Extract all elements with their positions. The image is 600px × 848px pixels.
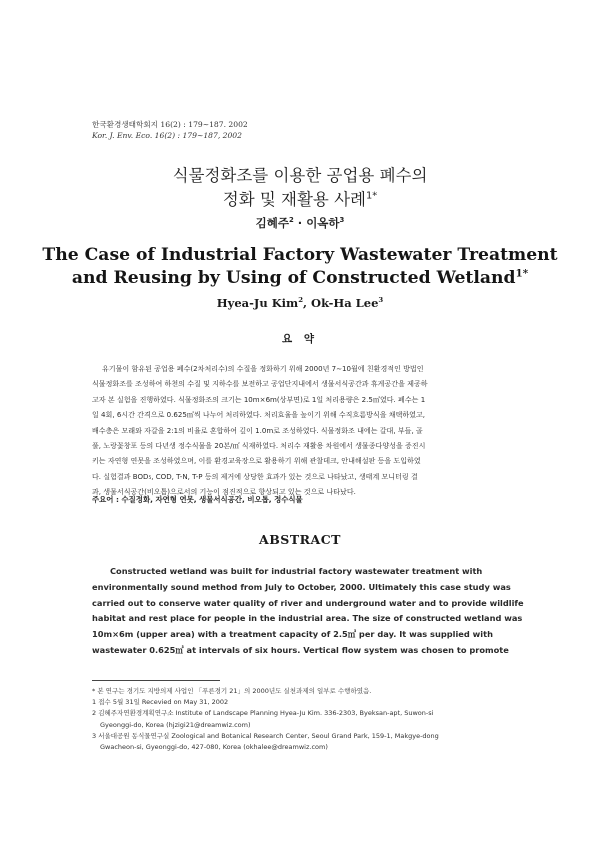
author2-korean: 이옥하 bbox=[306, 216, 340, 230]
abstract-english-line: Constructed wetland was built for industrial factory wastewater treatment with bbox=[110, 566, 483, 576]
citation-english: Kor. J. Env. Eco. 16(2) : 179∼187, 2002 bbox=[92, 131, 242, 140]
footnote-received bbox=[92, 697, 522, 708]
abstract-english-body bbox=[92, 564, 524, 659]
footnote-line: 2 김혜주자연환경계획연구소 Institute of Landscape Planning Hyea-Ju Kim. 336-2303, Byeksan-apt, Suwon-si bbox=[92, 709, 434, 718]
authors-english bbox=[0, 296, 600, 310]
footnotes bbox=[92, 686, 522, 753]
abstract-english-line: wastewater 0.625㎥ at intervals of six hours. Vertical flow system was chosen to promote bbox=[92, 644, 509, 655]
abstract-korean-body bbox=[92, 361, 512, 500]
abstract-korean-line: 고자 본 실험을 진행하였다. 식물정화조의 크기는 10m×6m(상부면)로 1일 처리용량은 2.5㎥였다. 폐수는 1 bbox=[92, 394, 426, 404]
keywords: 주요어 : 수질정화, 자연형 연못, 생물서식공간, 비오톱, 정수식물 bbox=[92, 495, 303, 504]
author1-english: Hyea-Ju Kim bbox=[216, 296, 299, 310]
abstract-english-line: environmentally sound method from July to October, 2000. Ultimately this case study was bbox=[92, 581, 511, 592]
abstract-korean-heading: 요 약 bbox=[282, 333, 318, 345]
title-korean-footnote-mark: 1* bbox=[366, 190, 378, 202]
title-english-footnote-mark: 1* bbox=[515, 267, 529, 280]
title-korean-line2 bbox=[0, 186, 600, 210]
author2-english: Ok-Ha Lee bbox=[311, 296, 379, 310]
author2-korean-mark: 3 bbox=[339, 216, 345, 225]
footnote-funding bbox=[92, 686, 522, 697]
abstract-korean-line: 식물정화조를 조성하여 하천의 수질 및 지하수를 보전하고 공업단지내에서 생물서식공간과 휴게공간을 제공하 bbox=[92, 379, 428, 389]
citation-korean: 한국환경생태학회지 16(2) : 179∼187. 2002 bbox=[92, 120, 248, 129]
author-separator-english: , bbox=[303, 296, 312, 310]
footnote-line: * 본 연구는 경기도 지방의제 사업인 「푸른경기 21」의 2000년도 실천과제의 일부로 수행하였음. bbox=[92, 687, 372, 695]
abstract-english-line: carried out to conserve water quality of river and underground water and to provide wildlife bbox=[92, 597, 524, 608]
title-english-line2 bbox=[0, 268, 600, 288]
authors-korean bbox=[0, 215, 600, 231]
title-english-line1: The Case of Industrial Factory Wastewater Treatment bbox=[42, 245, 558, 265]
footnote-line: Gyeonggi-do, Korea (hjzigi21@dreamwiz.com) bbox=[100, 720, 251, 729]
footnote-line: Gwacheon-si, Gyeonggi-do, 427-080, Korea (okhalee@dreamwiz.com) bbox=[100, 743, 328, 752]
journal-citation bbox=[92, 119, 248, 141]
abstract-korean-line: 배수층은 모래와 자갈을 2:1의 비율로 혼합하여 깊이 1.0m로 조성하였다. 식물정화조 내에는 갈대, 부들, 골 bbox=[92, 425, 423, 435]
title-korean-line1: 식물정화조를 이용한 공업용 폐수의 bbox=[172, 166, 428, 185]
abstract-english-line: habitat and rest place for people in the industrial area. The size of constructed wetland was bbox=[92, 613, 523, 624]
abstract-korean-line: 과, 생물서식공간(비오톱)으로서의 기능이 점진적으로 향상되고 있는 것으로 나타났다. bbox=[92, 487, 356, 497]
author-separator-korean: · bbox=[293, 216, 307, 230]
footnote-divider bbox=[92, 680, 220, 681]
abstract-korean-line: 키는 자연형 연못을 조성하였으며, 이를 환경교육장으로 활용하기 위해 관찰데크, 안내해설판 등을 도입하였 bbox=[92, 456, 421, 466]
abstract-korean-line: 풀, 노랑꽃창포 등의 다년생 정수식물을 20본/㎡ 식재하였다. 처리수 재활용 차원에서 생물종다양성을 증진시 bbox=[92, 441, 426, 451]
author1-korean-mark: 2 bbox=[289, 216, 294, 225]
abstract-korean-line: 일 4회, 6시간 간격으로 0.625㎥씩 나누어 처리하였다. 처리효율을 높이기 위해 수직흐름방식을 채택하였고, bbox=[92, 410, 426, 420]
author2-english-mark: 3 bbox=[378, 296, 384, 305]
footnote-line: 1 접수 5월 31일 Recevied on May 31, 2002 bbox=[92, 698, 229, 707]
author1-english-mark: 2 bbox=[298, 296, 304, 305]
footnote-author2-affiliation bbox=[92, 731, 522, 753]
abstract-english-heading: ABSTRACT bbox=[259, 532, 341, 547]
footnote-author1-affiliation bbox=[92, 708, 522, 730]
author1-korean: 김혜주 bbox=[255, 216, 289, 230]
abstract-english-line: 10m×6m (upper area) with a treatment capacity of 2.5㎥ per day. It was supplied with bbox=[92, 629, 493, 640]
abstract-korean-line: 유기물이 함유된 공업용 폐수(2차처리수)의 수질을 정화하기 위해 2000년 7∼10월에 친환경적인 방법인 bbox=[102, 364, 424, 373]
footnote-line: 3 서울대공원 동식물연구실 Zoological and Botanical Research Center, Seoul Grand Park, 159-1, Makgye-dong bbox=[92, 731, 439, 740]
title-korean-line2-text: 정화 및 재활용 사례 bbox=[222, 190, 366, 209]
abstract-korean-line: 다. 실험결과 BOD₅, COD, T-N, T-P 등의 제거에 상당한 효과가 있는 것으로 나타났고, 생태계 모니터링 결 bbox=[92, 471, 418, 481]
title-english-line2-text: and Reusing by Using of Constructed Wetland bbox=[71, 268, 516, 288]
